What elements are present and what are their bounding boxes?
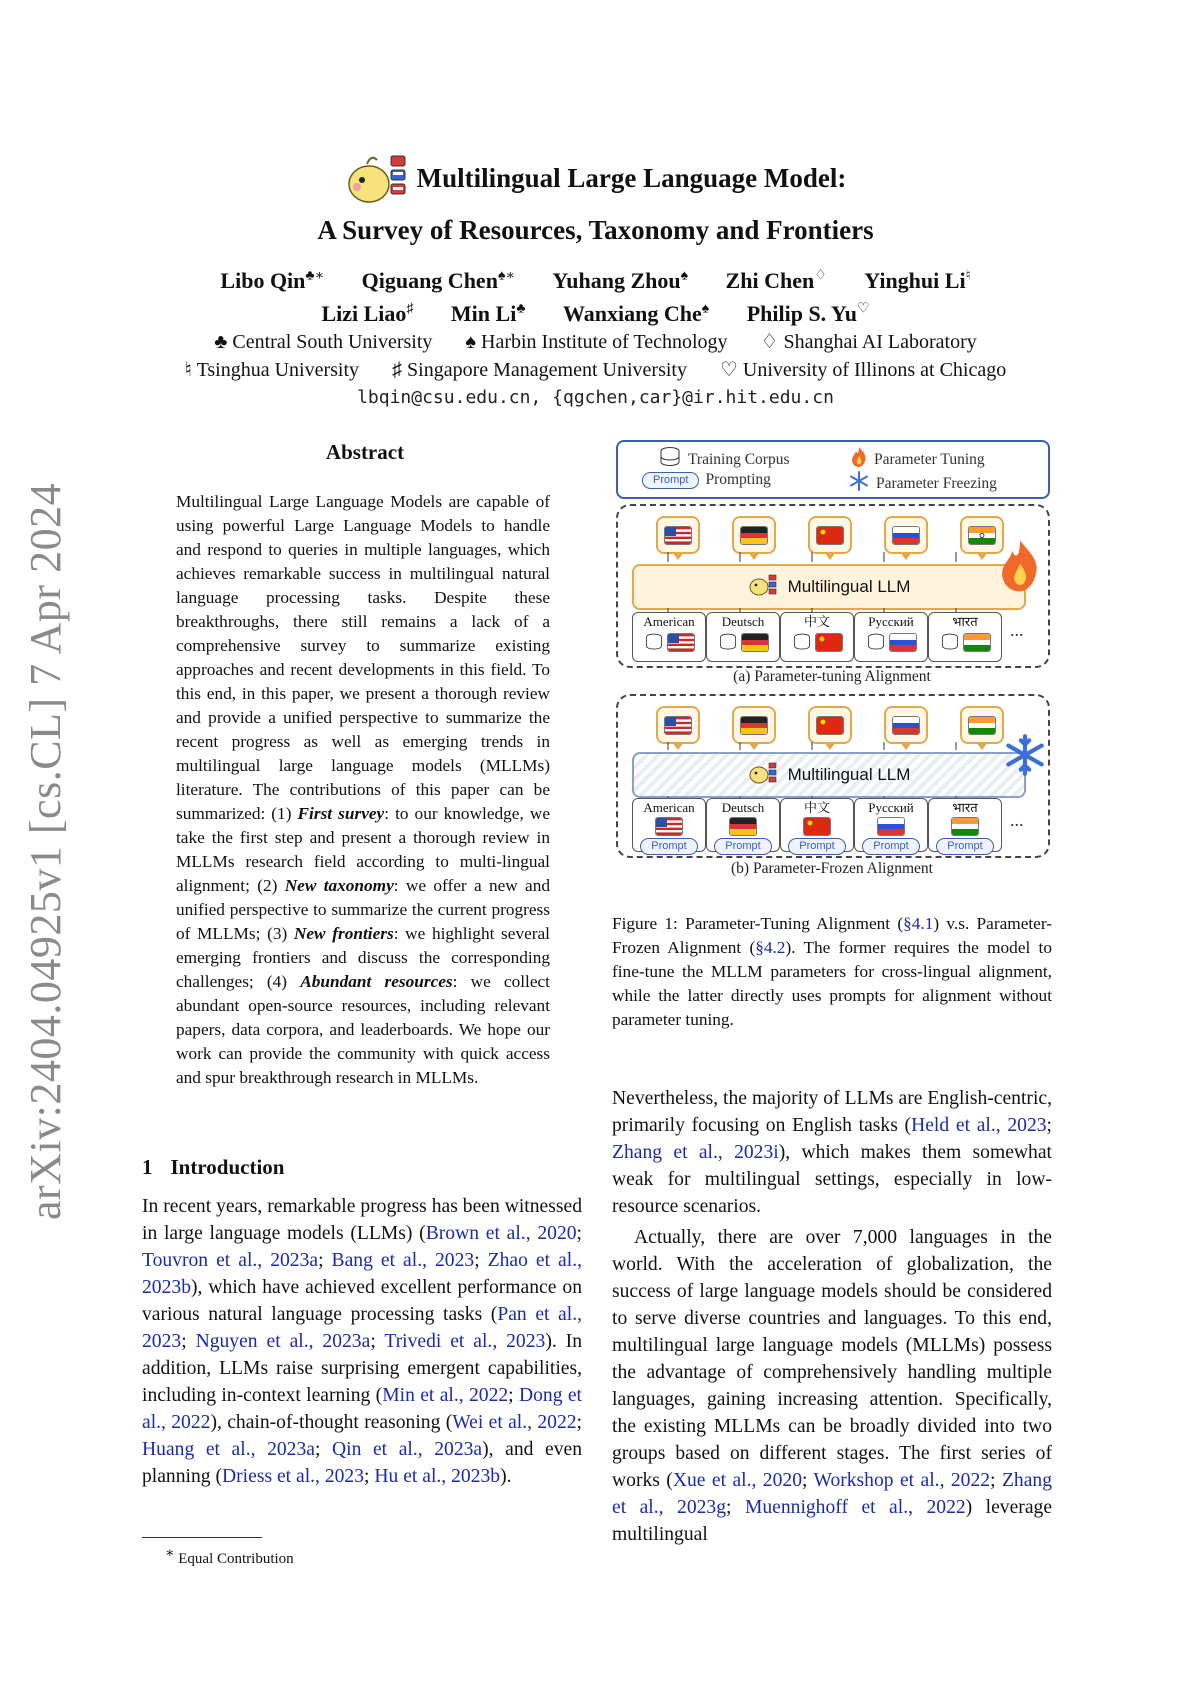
paragraph: Nevertheless, the majority of LLMs are English-centric, primarily focusing on English tasks (Held et al., 2023; Zhang et al., 2023i), which makes them somewhat weak for multilingual settings, especially in low-resource scenarios. <box>612 1088 1052 1217</box>
lang-corpus-american: American <box>632 612 706 662</box>
citation-link[interactable]: Zhang et al., 2023g <box>612 1470 1052 1518</box>
citation-link[interactable]: Workshop et al., 2022 <box>813 1470 991 1491</box>
lang-prompt-american: American Prompt <box>632 798 706 852</box>
section-ref-link[interactable]: §4.2 <box>755 938 786 957</box>
figure-caption: Figure 1: Parameter-Tuning Alignment (§4.1) v.s. Parameter-Frozen Alignment (§4.2). The former requires the model to fine-tune the MLLM parameters for cross-lingual alignment, while the latter directly uses prompts for alignment without parameter tuning. <box>612 914 1053 1029</box>
citation-link[interactable]: Muennighoff et al., 2022 <box>744 1497 966 1518</box>
intro-body: In recent years, remarkable progress has been witnessed in large language models (LLMs) (Brown et al., 2020; Touvron et al., 2023a; Bang et al., 2023; Zhao et al., 2023b), which have achieved excellent performance on various natural language processing tasks (Pan et al., 2023; Nguyen et al., 2023a; Trivedi et al., 2023). In addition, LLMs raise surprising emergent capabilities, including in-context learning (Min et al., 2022; Dong et al., 2022), chain-of-thought reasoning (Wei et al., 2022; Huang et al., 2023a; Qin et al., 2023a), and even planning (Driess et al., 2023; Hu et al., 2023b). <box>142 1196 582 1487</box>
lang-corpus-india: भारत <box>928 612 1002 662</box>
lang-prompt-chinese: 中文 Prompt <box>780 798 854 852</box>
citation-link[interactable]: Wei et al., 2022 <box>452 1412 577 1433</box>
author: Min Li♣ <box>450 300 526 326</box>
footnote-rule <box>142 1537 262 1538</box>
russia-flag-icon <box>877 817 905 836</box>
affiliation: ♢ Shanghai AI Laboratory <box>760 330 977 353</box>
prompt-pill: Prompt <box>788 838 845 855</box>
citation-link[interactable]: Touvron et al., 2023a <box>142 1250 319 1271</box>
abstract-body: Multilingual Large Language Models are capable of using powerful Large Language Models to handle and respond to queries in multiple languages, which achieves remarkable success in multilingual natural language processing tasks. Despite these breakthroughs, there still remains a lack of a comprehensive survey to summarize existing approaches and recent developments in this field. To this end, in this paper, we present a thorough review and provide a unified perspective to summarize the recent progress as well as emerging trends in multilingual large language models (MLLMs) literature. The contributions of this paper can be summarized: (1) First survey: to our knowledge, we take the first step and present a thorough review in MLLMs research field according to multi-lingual alignment; (2) New taxonomy: we offer a new and unified perspective to summarize the current progress of MLLMs; (3) New frontiers: we highlight several emerging frontiers and discuss the corresponding challenges; (4) Abundant resources: we collect abundant open-source resources, including relevant papers, data corpora, and leaderboards. We hope our work can provide the community with quick access and spur breakthrough research in MLLMs. <box>176 492 551 1087</box>
author: Yinghui Li♮ <box>864 268 971 294</box>
footnote: ∗ Equal Contribution <box>165 1546 294 1567</box>
title-line-1: Multilingual Large Language Model: <box>416 162 847 193</box>
lang-prompt-india: भारत Prompt <box>928 798 1002 852</box>
citation-link[interactable]: Zhang et al., 2023i <box>612 1142 779 1163</box>
affiliation: ♡ University of Illinons at Chicago <box>719 358 1007 381</box>
citation-link[interactable]: Min et al., 2022 <box>382 1385 509 1406</box>
author: Libo Qin♣∗ <box>220 268 325 294</box>
prompt-pill: Prompt <box>862 838 919 855</box>
lang-prompt-russian: Русский Prompt <box>854 798 928 852</box>
right-column-body <box>612 1085 1052 1548</box>
author-row-2 <box>0 295 1191 327</box>
bird-logo-icon <box>345 150 409 206</box>
title-line-2: A Survey of Resources, Taxonomy and Frontiers <box>317 215 874 245</box>
lang-corpus-chinese: 中文 <box>780 612 854 662</box>
prompt-pill: Prompt <box>640 838 697 855</box>
multilingual-llm-tuning-bar: Multilingual LLM <box>632 564 1026 610</box>
figure-1 <box>612 440 1052 890</box>
subfigure-caption-b: (b) Parameter-Frozen Alignment <box>731 860 933 877</box>
lang-corpus-deutsch: Deutsch <box>706 612 780 662</box>
prompt-pill: Prompt <box>642 472 699 489</box>
author: Qiguang Chen♠∗ <box>361 268 515 294</box>
intro-heading: 1 Introduction <box>142 1155 285 1179</box>
author: Yuhang Zhou♠ <box>552 268 689 294</box>
legend-parameter-tuning: Parameter Tuning <box>850 446 985 473</box>
citation-link[interactable]: Nguyen et al., 2023a <box>195 1331 371 1352</box>
legend-training-corpus: Training Corpus <box>658 446 789 473</box>
legend-parameter-freezing: Parameter Freezing <box>848 470 997 497</box>
lang-corpus-russian: Русский <box>854 612 928 662</box>
author: Philip S. Yu♡ <box>746 300 870 326</box>
abstract-heading: Abstract <box>325 440 405 464</box>
citation-link[interactable]: Driess et al., 2023 <box>222 1466 365 1487</box>
citation-link[interactable]: Qin et al., 2023a <box>332 1439 483 1460</box>
citation-link[interactable]: Trivedi et al., 2023 <box>384 1331 546 1352</box>
citation-link[interactable]: Zhao et al., 2023b <box>142 1250 582 1298</box>
arxiv-side-stamp: arXiv:2404.04925v1 [cs.CL] 7 Apr 2024 <box>21 482 70 1220</box>
india-flag-icon <box>951 817 979 836</box>
affiliation-row-2 <box>0 356 1191 384</box>
author: Lizi Liao♯ <box>321 300 414 326</box>
citation-link[interactable]: Huang et al., 2023a <box>142 1439 315 1460</box>
paper-title <box>0 150 1191 214</box>
affiliation: ♮ Tsinghua University <box>184 358 360 381</box>
citation-link[interactable]: Pan et al., 2023 <box>142 1304 582 1352</box>
affiliation-row-1 <box>0 328 1191 356</box>
author-email[interactable]: lbqin@csu.edu.cn, {qgchen,car}@ir.hit.edu.cn <box>357 386 834 408</box>
citation-link[interactable]: Held et al., 2023 <box>911 1115 1047 1136</box>
section-ref-link[interactable]: §4.1 <box>903 914 934 933</box>
citation-link[interactable]: Brown et al., 2020 <box>425 1223 577 1244</box>
lang-prompt-deutsch: Deutsch Prompt <box>706 798 780 852</box>
ellipsis: ... <box>1010 620 1024 640</box>
author-row-1 <box>0 263 1191 295</box>
legend-prompting: Prompt Prompting <box>642 471 771 489</box>
subfigure-caption-a: (a) Parameter-tuning Alignment <box>733 668 931 685</box>
prompt-pill: Prompt <box>936 838 993 855</box>
affiliation: ♠ Harbin Institute of Technology <box>465 330 728 353</box>
author: Zhi Chen♢ <box>725 268 827 294</box>
citation-link[interactable]: Hu et al., 2023b <box>374 1466 501 1487</box>
affiliation: ♣ Central South University <box>214 330 433 353</box>
paragraph: Actually, there are over 7,000 languages in the world. With the acceleration of globalization, the success of large language models should be considered to serve diverse countries and languages. To this end, multilingual large language models (MLLMs) possess the advantage of comprehensively handling multiple languages, gaining increasing attention. Specifically, the existing MLLMs can be broadly divided into two groups based on different stages. The first series of works (Xue et al., 2020; Workshop et al., 2022; Zhang et al., 2023g; Muennighoff et al., 2022) leverage multilingual <box>612 1227 1053 1545</box>
citation-link[interactable]: Bang et al., 2023 <box>331 1250 475 1271</box>
ellipsis: ... <box>1010 810 1024 830</box>
multilingual-llm-frozen-bar: Multilingual LLM <box>632 752 1026 798</box>
affiliation: ♯ Singapore Management University <box>392 358 687 381</box>
german-flag-icon <box>729 817 757 836</box>
us-flag-icon <box>655 817 683 836</box>
prompt-pill: Prompt <box>714 838 771 855</box>
title-block <box>0 150 1191 412</box>
citation-link[interactable]: Dong et al., 2022 <box>142 1385 582 1433</box>
china-flag-icon <box>803 817 831 836</box>
author: Wanxiang Che♠ <box>563 300 710 326</box>
citation-link[interactable]: Xue et al., 2020 <box>672 1470 802 1491</box>
